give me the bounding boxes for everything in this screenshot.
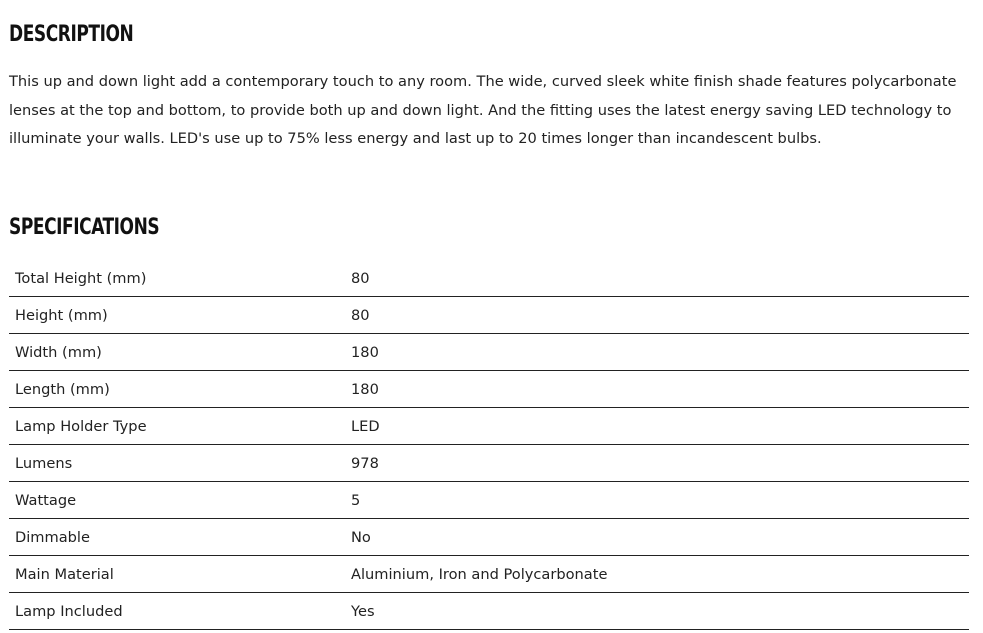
spec-label: Lamp Included	[9, 593, 345, 630]
spec-value: 80	[345, 297, 969, 334]
specifications-heading: SPECIFICATIONS	[9, 215, 160, 240]
table-row	[9, 519, 969, 556]
spec-label: Lamp Holder Type	[9, 408, 345, 445]
spec-label: Total Height (mm)	[9, 260, 345, 297]
table-row	[9, 482, 969, 519]
spec-value: LED	[345, 408, 969, 445]
table-row	[9, 445, 969, 482]
specifications-table	[9, 260, 969, 630]
table-row	[9, 371, 969, 408]
spec-value: 5	[345, 482, 969, 519]
spec-value: No	[345, 519, 969, 556]
spec-label: Lumens	[9, 445, 345, 482]
spec-value: 978	[345, 445, 969, 482]
spec-label: Width (mm)	[9, 334, 345, 371]
spec-label: Height (mm)	[9, 297, 345, 334]
spec-value: Yes	[345, 593, 969, 630]
table-row	[9, 408, 969, 445]
description-heading: DESCRIPTION	[9, 22, 134, 47]
spec-value: 180	[345, 334, 969, 371]
table-row	[9, 593, 969, 630]
spec-value: 180	[345, 371, 969, 408]
spec-value: Aluminium, Iron and Polycarbonate	[345, 556, 969, 593]
table-row	[9, 260, 969, 297]
spec-label: Length (mm)	[9, 371, 345, 408]
spec-label: Dimmable	[9, 519, 345, 556]
spec-value: 80	[345, 260, 969, 297]
table-row	[9, 297, 969, 334]
table-row	[9, 334, 969, 371]
spec-label: Main Material	[9, 556, 345, 593]
description-text: This up and down light add a contemporary touch to any room. The wide, curved sleek white finish shade features polycarbonate lenses at the top and bottom, to provide both up and down light. And the fitting uses the latest energy saving LED technology to illuminate your walls. LED's use up to 75% less energy and last up to 20 times longer than incandescent bulbs.	[9, 73, 957, 147]
table-row	[9, 556, 969, 593]
spec-label: Wattage	[9, 482, 345, 519]
